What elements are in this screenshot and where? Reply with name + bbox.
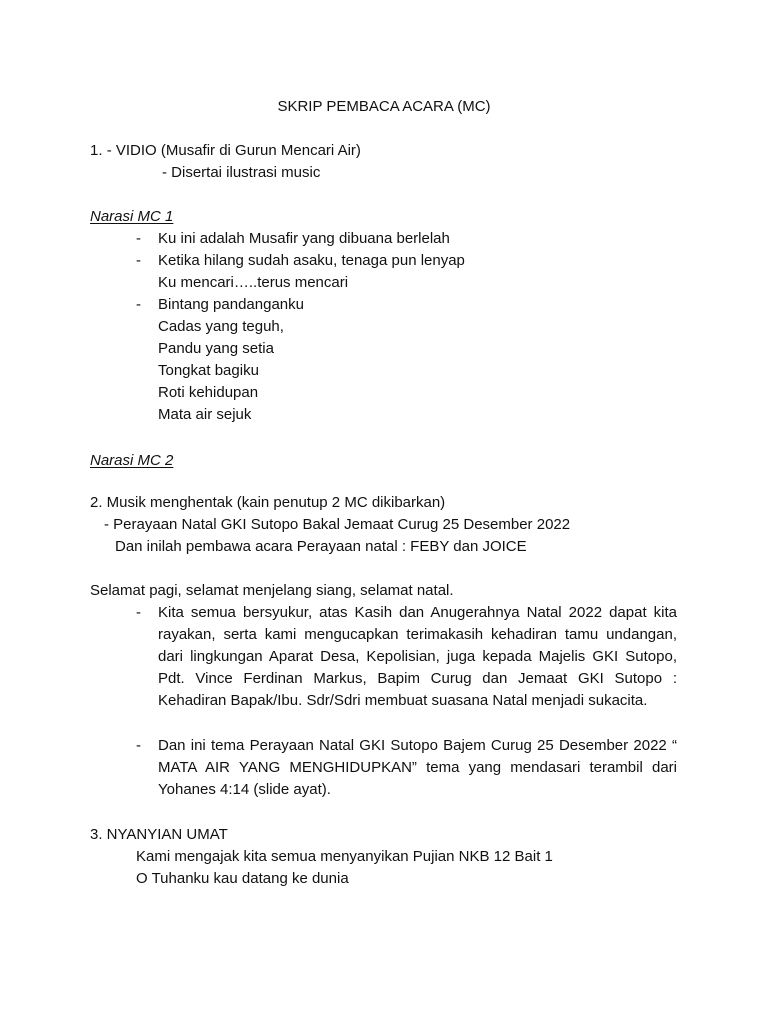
narasi-1-line: Roti kehidupan: [158, 384, 259, 401]
section-3-heading: 3. NYANYIAN UMAT: [90, 826, 228, 843]
greeting-text: Selamat pagi, selamat menjelang siang, selamat natal.: [90, 582, 454, 599]
narasi-mc-2-label: Narasi MC 2: [90, 452, 174, 469]
section-1-number: 1.: [90, 142, 103, 159]
section-1-heading: [90, 140, 361, 162]
bullet-dash: -: [136, 296, 141, 313]
narasi-1-line: Pandu yang setia: [158, 340, 274, 357]
section-3-line-2: O Tuhanku kau datang ke dunia: [136, 870, 349, 887]
narasi-1-line: Cadas yang teguh,: [158, 318, 284, 335]
section-1-subline: - Disertai ilustrasi music: [162, 164, 321, 181]
section-2-line-2: Dan inilah pembawa acara Perayaan natal : FEBY dan JOICE: [115, 538, 527, 555]
narasi-1-line: Ku mencari…..terus mencari: [158, 274, 349, 291]
narasi-1-line: Mata air sejuk: [158, 406, 252, 423]
bullet-dash: -: [136, 604, 141, 621]
document-title: SKRIP PEMBACA ACARA (MC): [277, 98, 491, 115]
narasi-1-line: Tongkat bagiku: [158, 362, 259, 379]
bullet-dash: -: [136, 737, 141, 754]
section-2-line-1: - Perayaan Natal GKI Sutopo Bakal Jemaat Curug 25 Desember 2022: [104, 516, 571, 533]
section-1-title: - VIDIO (Musafir di Gurun Mencari Air): [106, 142, 361, 159]
bullet-dash: -: [136, 252, 141, 269]
section-3-line-1: Kami mengajak kita semua menyanyikan Pujian NKB 12 Bait 1: [136, 848, 553, 865]
narasi-mc-1-label: Narasi MC 1: [90, 208, 174, 225]
paragraph-theme: Dan ini tema Perayaan Natal GKI Sutopo Bajem Curug 25 Desember 2022 “ MATA AIR YANG MENGHIDUPKAN” tema yang mendasari terambil dari Yohanes 4:14 (slide ayat).: [158, 737, 677, 798]
bullet-dash: -: [136, 230, 141, 247]
paragraph-thanks: Kita semua bersyukur, atas Kasih dan Anugerahnya Natal 2022 dapat kita rayakan, serta kami mengucapkan terimakasih kehadiran tamu undangan, dari lingkungan Aparat Desa, Kepolisian, juga kepada Majelis GKI Sutopo, Pdt. Vince Ferdinan Markus, Bapim Curug dan Jemaat GKI Sutopo : Kehadiran Bapak/Ibu. Sdr/Sdri membuat suasana Natal menjadi sukacita.: [158, 604, 677, 709]
narasi-1-line: Ku ini adalah Musafir yang dibuana berlelah: [158, 230, 450, 247]
narasi-1-line: Bintang pandanganku: [158, 296, 304, 313]
narasi-1-line: Ketika hilang sudah asaku, tenaga pun lenyap: [158, 252, 465, 269]
section-2-heading: 2. Musik menghentak (kain penutup 2 MC dikibarkan): [90, 494, 446, 511]
